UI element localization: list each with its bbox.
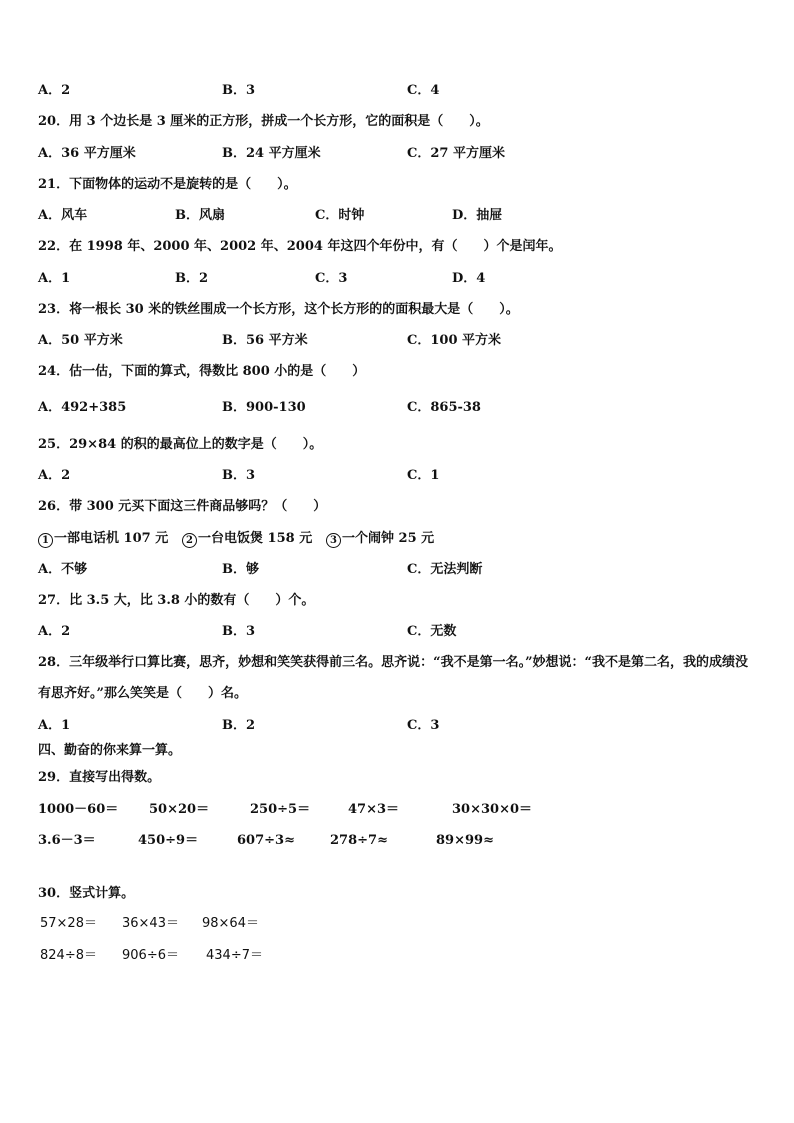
q25-option-a[interactable]: A．2 (38, 468, 71, 483)
q24-option-b[interactable]: B．900-130 (222, 400, 306, 415)
q30-calc-5: 906÷6＝ (122, 948, 179, 963)
q22-option-d[interactable]: D．4 (452, 271, 486, 286)
question-28-text: 28．三年级举行口算比赛，思齐，妙想和笑笑获得前三名。思齐说：“我不是第一名。”妙想说：“我不是第二名，我的成绩没有思齐好。”那么笑笑是（ ）名。 (38, 655, 749, 701)
question-26-text: 26．带 300 元买下面这三件商品够吗？（ ） (38, 499, 327, 514)
q27-option-c[interactable]: C．无数 (407, 624, 457, 639)
q23-option-c[interactable]: C．100 平方米 (407, 333, 502, 348)
q20-option-a[interactable]: A．36 平方厘米 (38, 146, 136, 161)
q27-option-a[interactable]: A．2 (38, 624, 71, 639)
q26-item-1-text: 一部电话机 107 元 (54, 531, 169, 546)
question-23-text: 23．将一根长 30 米的铁丝围成一个长方形，这个长方形的的面积最大是（ ）。 (38, 302, 519, 317)
q21-option-a[interactable]: A．风车 (38, 208, 88, 223)
question-20-text: 20．用 3 个边长是 3 厘米的正方形，拼成一个长方形，它的面积是（ ）。 (38, 114, 489, 129)
q28-option-a[interactable]: A．1 (38, 718, 71, 733)
q26-option-a[interactable]: A．不够 (38, 562, 88, 577)
q29-calc-10: 89×99≈ (436, 833, 494, 848)
question-30-text: 30．竖式计算。 (38, 886, 135, 901)
q23-option-a[interactable]: A．50 平方米 (38, 333, 123, 348)
question-25-text: 25．29×84 的积的最高位上的数字是（ ）。 (38, 437, 323, 452)
q20-option-c[interactable]: C．27 平方厘米 (407, 146, 505, 161)
q22-option-a[interactable]: A．1 (38, 271, 71, 286)
q21-option-c[interactable]: C．时钟 (315, 208, 365, 223)
q24-option-c[interactable]: C．865-38 (407, 400, 481, 415)
section-4-title: 四、勤奋的你来算一算。 (38, 743, 182, 758)
circled-number-2-icon: 2 (182, 533, 197, 548)
q26-item-1 (38, 531, 168, 548)
question-22-text: 22．在 1998 年、2000 年、2002 年、2004 年这四个年份中，有（ ）个是闰年。 (38, 239, 562, 254)
q30-calc-4: 824÷8＝ (40, 948, 97, 963)
q29-calc-6: 3.6－3＝ (38, 833, 96, 848)
q26-item-3 (326, 531, 434, 548)
q30-calc-2: 36×43＝ (122, 916, 179, 931)
q29-calc-1: 1000－60＝ (38, 802, 119, 817)
question-27-text: 27．比 3.5 大，比 3.8 小的数有（ ）个。 (38, 593, 315, 608)
circled-number-1-icon: 1 (38, 533, 53, 548)
q29-calc-7: 450÷9＝ (138, 833, 199, 848)
q30-calc-6: 434÷7＝ (206, 948, 263, 963)
q25-option-c[interactable]: C．1 (407, 468, 440, 483)
q26-option-c[interactable]: C．无法判断 (407, 562, 483, 577)
q26-item-2 (182, 531, 312, 548)
q30-calc-3: 98×64＝ (202, 916, 259, 931)
q23-option-b[interactable]: B．56 平方米 (222, 333, 308, 348)
q21-option-b[interactable]: B．风扇 (175, 208, 225, 223)
q29-calc-2: 50×20＝ (149, 802, 210, 817)
q26-item-3-text: 一个闹钟 25 元 (342, 531, 435, 546)
q20-option-b[interactable]: B．24 平方厘米 (222, 146, 321, 161)
q29-calc-4: 47×3＝ (348, 802, 400, 817)
q26-item-2-text: 一台电饭煲 158 元 (198, 531, 313, 546)
q19-option-b[interactable]: B．3 (222, 83, 256, 98)
q29-calc-9: 278÷7≈ (330, 833, 388, 848)
q25-option-b[interactable]: B．3 (222, 468, 256, 483)
q19-option-c[interactable]: C．4 (407, 83, 440, 98)
q26-option-b[interactable]: B．够 (222, 562, 259, 577)
q27-option-b[interactable]: B．3 (222, 624, 256, 639)
q30-calc-1: 57×28＝ (40, 916, 97, 931)
q28-option-b[interactable]: B．2 (222, 718, 256, 733)
q24-option-a[interactable]: A．492+385 (38, 400, 127, 415)
q22-option-b[interactable]: B．2 (175, 271, 209, 286)
q19-option-a[interactable]: A．2 (38, 83, 71, 98)
q29-calc-8: 607÷3≈ (237, 833, 295, 848)
q22-option-c[interactable]: C．3 (315, 271, 348, 286)
question-21-text: 21．下面物体的运动不是旋转的是（ ）。 (38, 177, 297, 192)
q29-calc-3: 250÷5＝ (250, 802, 311, 817)
q21-option-d[interactable]: D．抽屉 (452, 208, 503, 223)
question-24-text: 24．估一估，下面的算式，得数比 800 小的是（ ） (38, 364, 366, 379)
q29-calc-5: 30×30×0＝ (452, 802, 533, 817)
q28-option-c[interactable]: C．3 (407, 718, 440, 733)
circled-number-3-icon: 3 (326, 533, 341, 548)
question-29-text: 29．直接写出得数。 (38, 770, 161, 785)
